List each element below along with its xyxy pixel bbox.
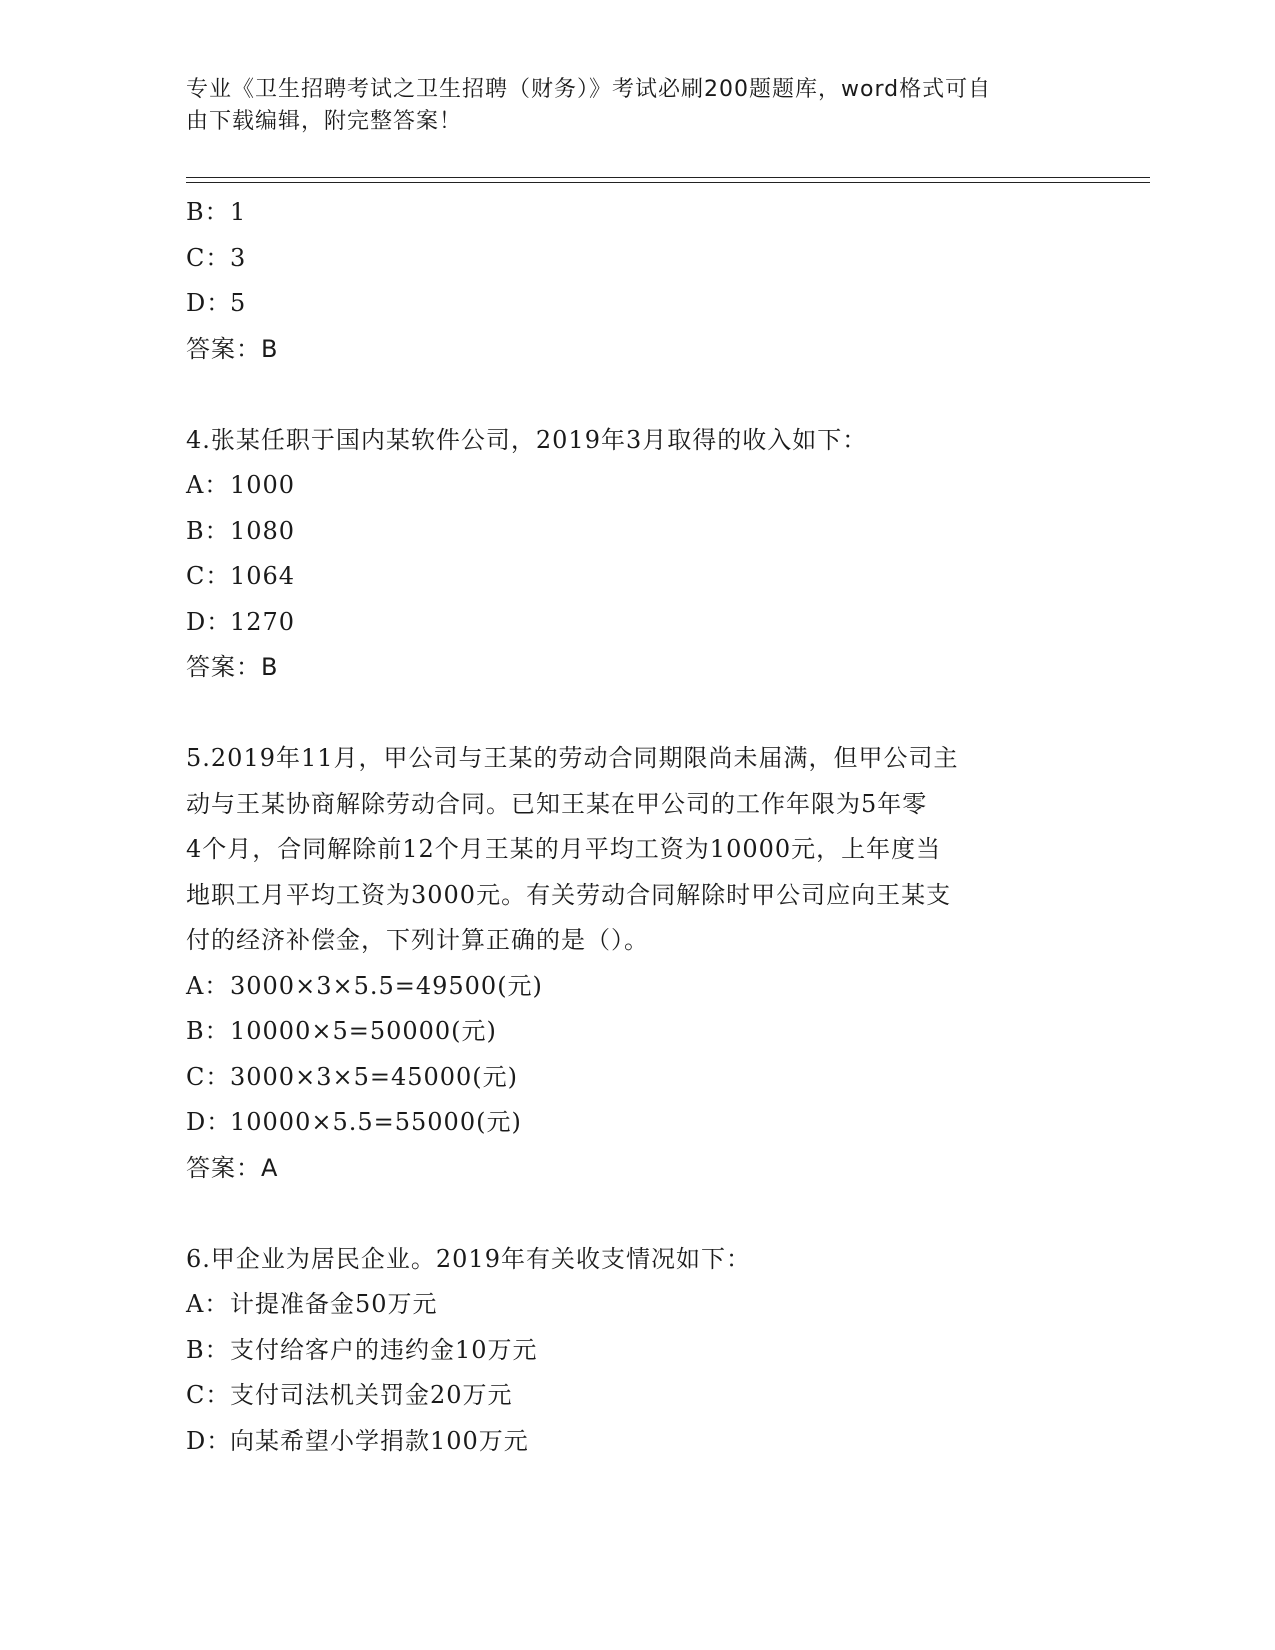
- option-key: A：: [186, 971, 230, 1000]
- option-key: C：: [186, 1381, 231, 1409]
- answer-line: 答案：A: [186, 1153, 279, 1182]
- option-key: B：: [186, 1017, 230, 1045]
- answer-line: 答案：B: [186, 334, 279, 363]
- option-key: B：: [186, 1335, 230, 1364]
- option-text: 3000×3×5=45000(元): [230, 1062, 519, 1091]
- option-text: 1: [230, 198, 247, 226]
- option-text: 1000: [230, 471, 296, 499]
- option-b: [186, 509, 1086, 555]
- option-b: [186, 190, 1086, 236]
- option-b: [186, 1009, 1086, 1055]
- question-5: [186, 736, 1086, 1191]
- option-text: 10000×5=50000(元): [230, 1017, 497, 1045]
- document-body: [186, 190, 1086, 1464]
- option-a: [186, 463, 1086, 509]
- option-c: [186, 1055, 1086, 1101]
- option-text: 1064: [230, 562, 296, 590]
- question-stem-line-4: 地职工月平均工资为3000元。有关劳动合同解除时甲公司应向王某支: [186, 880, 952, 909]
- option-text: 1080: [230, 516, 296, 545]
- option-a: [186, 964, 1086, 1010]
- header-line-1: 专业《卫生招聘考试之卫生招聘（财务）》考试必刷200题题库，word格式可自: [186, 77, 992, 102]
- document-header: [186, 74, 1066, 138]
- option-a: [186, 1282, 1086, 1328]
- option-key: C：: [186, 1062, 231, 1091]
- question-stem-line-2: 动与王某协商解除劳动合同。已知王某在甲公司的工作年限为5年零: [186, 789, 928, 818]
- header-rule-top: [186, 177, 1150, 178]
- header-rule-bottom: [186, 182, 1150, 183]
- option-key: D：: [186, 1108, 232, 1136]
- question-stem-line-5: 付的经济补偿金，下列计算正确的是（）。: [186, 926, 649, 954]
- option-text: 支付给客户的违约金10万元: [230, 1335, 538, 1364]
- option-text: 10000×5.5=55000(元): [230, 1108, 522, 1136]
- option-d: [186, 1419, 1086, 1465]
- option-text: 向某希望小学捐款100万元: [230, 1426, 529, 1455]
- option-text: 支付司法机关罚金20万元: [230, 1381, 513, 1409]
- option-key: B：: [186, 516, 230, 545]
- option-d: [186, 600, 1086, 646]
- option-c: [186, 236, 1086, 282]
- option-key: C：: [186, 243, 231, 272]
- option-text: 3000×3×5.5=49500(元): [230, 971, 543, 1000]
- option-c: [186, 1373, 1086, 1419]
- option-key: A：: [186, 471, 230, 499]
- option-text: 3: [230, 243, 247, 272]
- answer-line: 答案：B: [186, 653, 279, 681]
- question-stem-line-1: 5.2019年11月，甲公司与王某的劳动合同期限尚未届满，但甲公司主: [186, 744, 959, 772]
- option-key: A：: [186, 1290, 230, 1318]
- option-c: [186, 554, 1086, 600]
- option-d: [186, 1100, 1086, 1146]
- question-6: [186, 1237, 1086, 1465]
- question-4: [186, 418, 1086, 691]
- option-key: D：: [186, 289, 232, 317]
- option-d: [186, 281, 1086, 327]
- question-3: [186, 190, 1086, 372]
- option-key: C：: [186, 562, 231, 590]
- option-text: 1270: [230, 607, 296, 636]
- option-text: 5: [230, 289, 247, 317]
- question-stem: 4.张某任职于国内某软件公司，2019年3月取得的收入如下：: [186, 425, 868, 454]
- option-text: 计提准备金50万元: [230, 1290, 438, 1318]
- option-key: B：: [186, 198, 230, 226]
- header-line-2: 由下载编辑，附完整答案！: [186, 109, 463, 134]
- option-key: D：: [186, 607, 232, 636]
- question-stem-line-3: 4个月，合同解除前12个月王某的月平均工资为10000元，上年度当: [186, 835, 942, 863]
- option-key: D：: [186, 1426, 232, 1455]
- question-stem: 6.甲企业为居民企业。2019年有关收支情况如下：: [186, 1244, 751, 1273]
- option-b: [186, 1328, 1086, 1374]
